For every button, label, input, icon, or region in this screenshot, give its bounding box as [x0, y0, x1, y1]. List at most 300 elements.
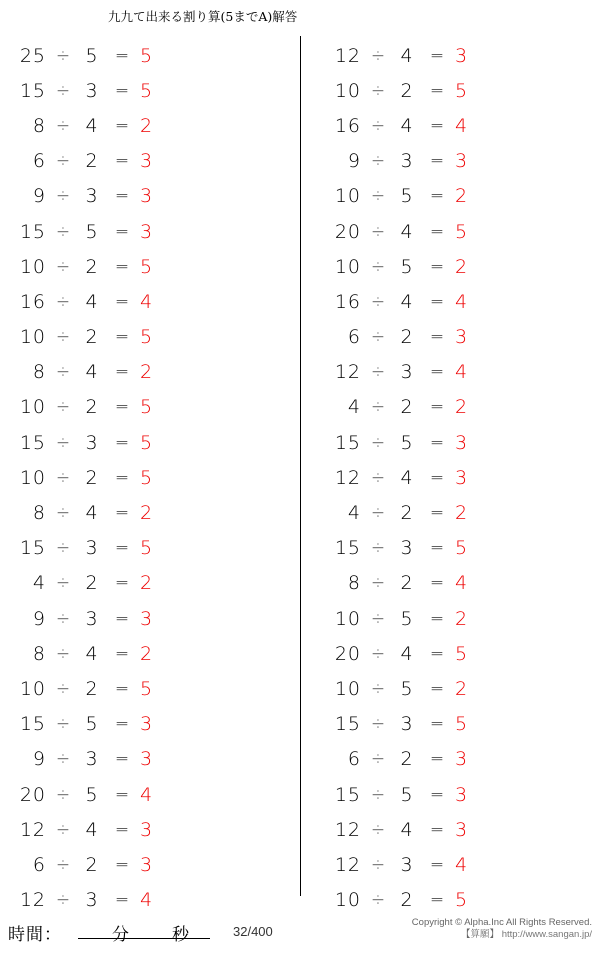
equals-icon: =	[114, 854, 130, 875]
dividend: 25	[19, 44, 46, 67]
equals-icon: =	[114, 151, 130, 172]
site-url[interactable]: http://www.sangan.jp/	[501, 929, 592, 940]
divide-icon: ÷	[370, 890, 386, 911]
dividend: 9	[347, 150, 361, 173]
problem-row	[0, 214, 300, 249]
equals-icon: =	[114, 221, 130, 242]
divide-icon: ÷	[370, 397, 386, 418]
equals-icon: =	[429, 890, 445, 911]
equals-icon: =	[429, 503, 445, 524]
equals-icon: =	[114, 327, 130, 348]
equals-icon: =	[114, 115, 130, 136]
dividend: 10	[19, 677, 46, 700]
answer-value: 5	[455, 642, 469, 665]
equals-icon: =	[429, 221, 445, 242]
answer-value: 3	[140, 748, 154, 771]
divide-icon: ÷	[370, 678, 386, 699]
dividend: 10	[334, 79, 361, 102]
divisor: 5	[400, 185, 414, 208]
equals-icon: =	[114, 643, 130, 664]
dividend: 8	[32, 361, 46, 384]
equals-icon: =	[114, 678, 130, 699]
divisor: 3	[85, 79, 99, 102]
divisor: 2	[85, 853, 99, 876]
divisor: 2	[85, 677, 99, 700]
divisor: 2	[400, 748, 414, 771]
divisor: 4	[400, 114, 414, 137]
answer-value: 2	[455, 502, 469, 525]
problem-columns	[0, 36, 600, 912]
equals-icon: =	[429, 115, 445, 136]
dividend: 10	[19, 326, 46, 349]
equals-icon: =	[429, 151, 445, 172]
dividend: 9	[32, 185, 46, 208]
problem-row	[0, 566, 300, 601]
divide-icon: ÷	[370, 45, 386, 66]
problem-row	[301, 425, 600, 460]
equals-icon: =	[429, 186, 445, 207]
dividend: 15	[334, 783, 361, 806]
divide-icon: ÷	[370, 151, 386, 172]
divide-icon: ÷	[55, 890, 71, 911]
dividend: 10	[19, 255, 46, 278]
dividend: 20	[334, 642, 361, 665]
answer-value: 4	[140, 783, 154, 806]
dividend: 20	[334, 220, 361, 243]
divisor: 2	[85, 150, 99, 173]
divisor: 3	[85, 185, 99, 208]
problem-row	[301, 460, 600, 495]
dividend: 4	[32, 572, 46, 595]
divide-icon: ÷	[55, 819, 71, 840]
dividend: 6	[347, 326, 361, 349]
answer-value: 2	[140, 502, 154, 525]
brand-label: 【算願】	[461, 929, 500, 940]
divide-icon: ÷	[370, 608, 386, 629]
answer-value: 5	[455, 220, 469, 243]
equals-icon: =	[114, 467, 130, 488]
divisor: 3	[85, 537, 99, 560]
answer-value: 3	[140, 607, 154, 630]
answer-value: 2	[455, 607, 469, 630]
equals-icon: =	[114, 291, 130, 312]
equals-icon: =	[429, 80, 445, 101]
divisor: 4	[85, 290, 99, 313]
divisor: 2	[85, 326, 99, 349]
divisor: 4	[85, 818, 99, 841]
problem-row	[0, 601, 300, 636]
divisor: 5	[400, 255, 414, 278]
divide-icon: ÷	[55, 327, 71, 348]
equals-icon: =	[429, 573, 445, 594]
problem-row	[0, 284, 300, 319]
dividend: 9	[32, 607, 46, 630]
dividend: 16	[334, 114, 361, 137]
dividend: 4	[347, 396, 361, 419]
problem-row	[0, 460, 300, 495]
equals-icon: =	[114, 714, 130, 735]
dividend: 16	[19, 290, 46, 313]
equals-icon: =	[114, 749, 130, 770]
equals-icon: =	[429, 819, 445, 840]
answer-value: 5	[140, 79, 154, 102]
divisor: 5	[85, 220, 99, 243]
problem-row	[0, 707, 300, 742]
divide-icon: ÷	[370, 362, 386, 383]
answer-value: 4	[455, 361, 469, 384]
answer-value: 3	[455, 326, 469, 349]
equals-icon: =	[114, 80, 130, 101]
problem-row	[0, 636, 300, 671]
page-footer	[0, 916, 600, 956]
problem-row	[301, 601, 600, 636]
divisor: 2	[85, 255, 99, 278]
problem-row	[0, 179, 300, 214]
equals-icon: =	[114, 573, 130, 594]
answer-value: 3	[140, 713, 154, 736]
problem-row	[301, 179, 600, 214]
divisor: 4	[400, 466, 414, 489]
problem-row	[0, 144, 300, 179]
problem-row	[301, 390, 600, 425]
divisor: 5	[85, 713, 99, 736]
dividend: 10	[19, 466, 46, 489]
divide-icon: ÷	[55, 573, 71, 594]
equals-icon: =	[114, 256, 130, 277]
dividend: 15	[334, 431, 361, 454]
divide-icon: ÷	[370, 643, 386, 664]
answer-value: 3	[140, 220, 154, 243]
problem-row	[301, 38, 600, 73]
dividend: 10	[19, 396, 46, 419]
dividend: 15	[334, 713, 361, 736]
answer-value: 4	[455, 853, 469, 876]
divide-icon: ÷	[55, 80, 71, 101]
equals-icon: =	[429, 784, 445, 805]
divide-icon: ÷	[55, 749, 71, 770]
problem-row	[301, 495, 600, 530]
divide-icon: ÷	[370, 819, 386, 840]
answer-value: 2	[140, 361, 154, 384]
answer-value: 5	[455, 713, 469, 736]
problem-row	[301, 320, 600, 355]
dividend: 15	[19, 537, 46, 560]
divide-icon: ÷	[55, 291, 71, 312]
divide-icon: ÷	[55, 538, 71, 559]
answer-value: 5	[455, 537, 469, 560]
divide-icon: ÷	[55, 115, 71, 136]
equals-icon: =	[429, 397, 445, 418]
equals-icon: =	[429, 714, 445, 735]
answer-value: 5	[455, 79, 469, 102]
dividend: 8	[347, 572, 361, 595]
divide-icon: ÷	[370, 80, 386, 101]
dividend: 10	[334, 255, 361, 278]
dividend: 4	[347, 502, 361, 525]
problem-row	[0, 38, 300, 73]
equals-icon: =	[114, 45, 130, 66]
problem-row	[301, 777, 600, 812]
dividend: 6	[32, 853, 46, 876]
divide-icon: ÷	[55, 186, 71, 207]
divisor: 3	[85, 748, 99, 771]
divide-icon: ÷	[370, 854, 386, 875]
dividend: 12	[334, 44, 361, 67]
divide-icon: ÷	[370, 186, 386, 207]
dividend: 12	[334, 466, 361, 489]
divide-icon: ÷	[55, 467, 71, 488]
answer-value: 3	[455, 466, 469, 489]
answer-value: 2	[455, 185, 469, 208]
problem-row	[301, 812, 600, 847]
problem-row	[301, 566, 600, 601]
problem-row	[301, 742, 600, 777]
divide-icon: ÷	[55, 45, 71, 66]
divisor: 4	[400, 642, 414, 665]
divisor: 2	[400, 889, 414, 912]
divide-icon: ÷	[370, 538, 386, 559]
divide-icon: ÷	[55, 784, 71, 805]
divisor: 4	[85, 114, 99, 137]
divide-icon: ÷	[55, 643, 71, 664]
problem-row	[0, 495, 300, 530]
problem-row	[301, 883, 600, 918]
problem-row	[301, 671, 600, 706]
divide-icon: ÷	[370, 503, 386, 524]
divisor: 4	[400, 290, 414, 313]
equals-icon: =	[429, 608, 445, 629]
divide-icon: ÷	[55, 854, 71, 875]
problem-row	[301, 531, 600, 566]
divide-icon: ÷	[370, 714, 386, 735]
time-label: 時間：	[8, 925, 62, 945]
divisor: 2	[85, 466, 99, 489]
answer-value: 5	[140, 326, 154, 349]
page-title: 九九て出来る割り算(5までA)解答	[108, 9, 298, 24]
equals-icon: =	[429, 643, 445, 664]
dividend: 8	[32, 502, 46, 525]
problem-row	[301, 249, 600, 284]
answer-value: 4	[140, 889, 154, 912]
equals-icon: =	[429, 45, 445, 66]
equals-icon: =	[114, 186, 130, 207]
answer-value: 3	[455, 783, 469, 806]
divide-icon: ÷	[370, 749, 386, 770]
equals-icon: =	[429, 256, 445, 277]
dividend: 8	[32, 114, 46, 137]
equals-icon: =	[429, 538, 445, 559]
divide-icon: ÷	[370, 115, 386, 136]
divide-icon: ÷	[55, 678, 71, 699]
dividend: 6	[347, 748, 361, 771]
answer-value: 3	[140, 818, 154, 841]
dividend: 15	[19, 220, 46, 243]
problem-row	[0, 108, 300, 143]
dividend: 12	[19, 889, 46, 912]
brand-and-url	[362, 929, 592, 941]
divide-icon: ÷	[55, 362, 71, 383]
equals-icon: =	[429, 854, 445, 875]
dividend: 10	[334, 607, 361, 630]
divisor: 3	[85, 431, 99, 454]
divide-icon: ÷	[370, 327, 386, 348]
equals-icon: =	[114, 784, 130, 805]
divisor: 5	[400, 677, 414, 700]
answer-value: 4	[140, 290, 154, 313]
answer-value: 4	[455, 572, 469, 595]
answer-value: 5	[455, 889, 469, 912]
dividend: 12	[19, 818, 46, 841]
equals-icon: =	[114, 503, 130, 524]
equals-icon: =	[429, 291, 445, 312]
dividend: 15	[19, 431, 46, 454]
divisor: 5	[400, 607, 414, 630]
divisor: 3	[85, 889, 99, 912]
divisor: 4	[85, 502, 99, 525]
problem-row	[301, 847, 600, 882]
divisor: 4	[400, 220, 414, 243]
divide-icon: ÷	[370, 291, 386, 312]
divide-icon: ÷	[55, 151, 71, 172]
divide-icon: ÷	[55, 397, 71, 418]
answer-value: 5	[140, 396, 154, 419]
equals-icon: =	[429, 362, 445, 383]
answer-value: 3	[455, 748, 469, 771]
answer-value: 3	[140, 853, 154, 876]
page-number: 32/400	[233, 924, 273, 939]
answer-value: 2	[455, 396, 469, 419]
equals-icon: =	[429, 678, 445, 699]
dividend: 10	[334, 185, 361, 208]
divisor: 4	[400, 818, 414, 841]
dividend: 10	[334, 677, 361, 700]
problem-column-right	[300, 36, 600, 912]
problem-row	[0, 73, 300, 108]
answer-value: 5	[140, 255, 154, 278]
divide-icon: ÷	[370, 256, 386, 277]
divisor: 2	[400, 326, 414, 349]
answer-value: 4	[455, 114, 469, 137]
problem-row	[0, 531, 300, 566]
problem-row	[301, 108, 600, 143]
divisor: 5	[85, 783, 99, 806]
problem-row	[0, 390, 300, 425]
copyright-block	[362, 917, 592, 941]
equals-icon: =	[429, 327, 445, 348]
problem-row	[0, 883, 300, 918]
divisor: 3	[400, 853, 414, 876]
divisor: 4	[85, 361, 99, 384]
problem-row	[0, 777, 300, 812]
dividend: 16	[334, 290, 361, 313]
divide-icon: ÷	[370, 467, 386, 488]
divisor: 2	[85, 572, 99, 595]
dividend: 8	[32, 642, 46, 665]
answer-value: 2	[455, 255, 469, 278]
dividend: 15	[334, 537, 361, 560]
divisor: 5	[85, 44, 99, 67]
equals-icon: =	[114, 608, 130, 629]
divide-icon: ÷	[55, 503, 71, 524]
answer-value: 2	[140, 114, 154, 137]
answer-value: 3	[140, 150, 154, 173]
problem-row	[0, 249, 300, 284]
divisor: 3	[400, 150, 414, 173]
time-answer-blank[interactable]	[78, 938, 210, 939]
divisor: 2	[400, 79, 414, 102]
equals-icon: =	[114, 538, 130, 559]
dividend: 15	[19, 713, 46, 736]
equals-icon: =	[114, 362, 130, 383]
divide-icon: ÷	[370, 573, 386, 594]
answer-value: 3	[140, 185, 154, 208]
divide-icon: ÷	[55, 256, 71, 277]
dividend: 12	[334, 853, 361, 876]
equals-icon: =	[429, 467, 445, 488]
divisor: 4	[85, 642, 99, 665]
minutes-unit-label: 分	[112, 925, 129, 945]
dividend: 15	[19, 79, 46, 102]
problem-row	[0, 320, 300, 355]
divisor: 2	[400, 572, 414, 595]
answer-value: 3	[455, 818, 469, 841]
equals-icon: =	[114, 397, 130, 418]
answer-value: 3	[455, 431, 469, 454]
problem-column-left	[0, 36, 300, 912]
divide-icon: ÷	[55, 608, 71, 629]
problem-row	[0, 847, 300, 882]
answer-value: 5	[140, 677, 154, 700]
seconds-unit-label: 秒	[172, 925, 189, 945]
problem-row	[301, 707, 600, 742]
divide-icon: ÷	[55, 714, 71, 735]
dividend: 20	[19, 783, 46, 806]
answer-value: 2	[455, 677, 469, 700]
dividend: 12	[334, 361, 361, 384]
problem-row	[0, 425, 300, 460]
answer-value: 5	[140, 44, 154, 67]
divisor: 2	[85, 396, 99, 419]
copyright-text: Copyright © Alpha.Inc All Rights Reserved.	[411, 917, 592, 928]
divisor: 3	[400, 537, 414, 560]
divisor: 5	[400, 431, 414, 454]
problem-row	[301, 284, 600, 319]
answer-value: 2	[140, 572, 154, 595]
equals-icon: =	[429, 432, 445, 453]
divide-icon: ÷	[55, 432, 71, 453]
dividend: 12	[334, 818, 361, 841]
problem-row	[301, 636, 600, 671]
problem-row	[0, 742, 300, 777]
divisor: 3	[400, 361, 414, 384]
answer-value: 4	[455, 290, 469, 313]
answer-value: 2	[140, 642, 154, 665]
problem-row	[301, 355, 600, 390]
divide-icon: ÷	[55, 221, 71, 242]
problem-row	[301, 144, 600, 179]
problem-row	[301, 73, 600, 108]
divisor: 3	[85, 607, 99, 630]
problem-row	[0, 671, 300, 706]
divide-icon: ÷	[370, 221, 386, 242]
equals-icon: =	[114, 432, 130, 453]
divisor: 4	[400, 44, 414, 67]
answer-value: 5	[140, 537, 154, 560]
divisor: 2	[400, 502, 414, 525]
problem-row	[0, 355, 300, 390]
divide-icon: ÷	[370, 784, 386, 805]
divisor: 3	[400, 713, 414, 736]
